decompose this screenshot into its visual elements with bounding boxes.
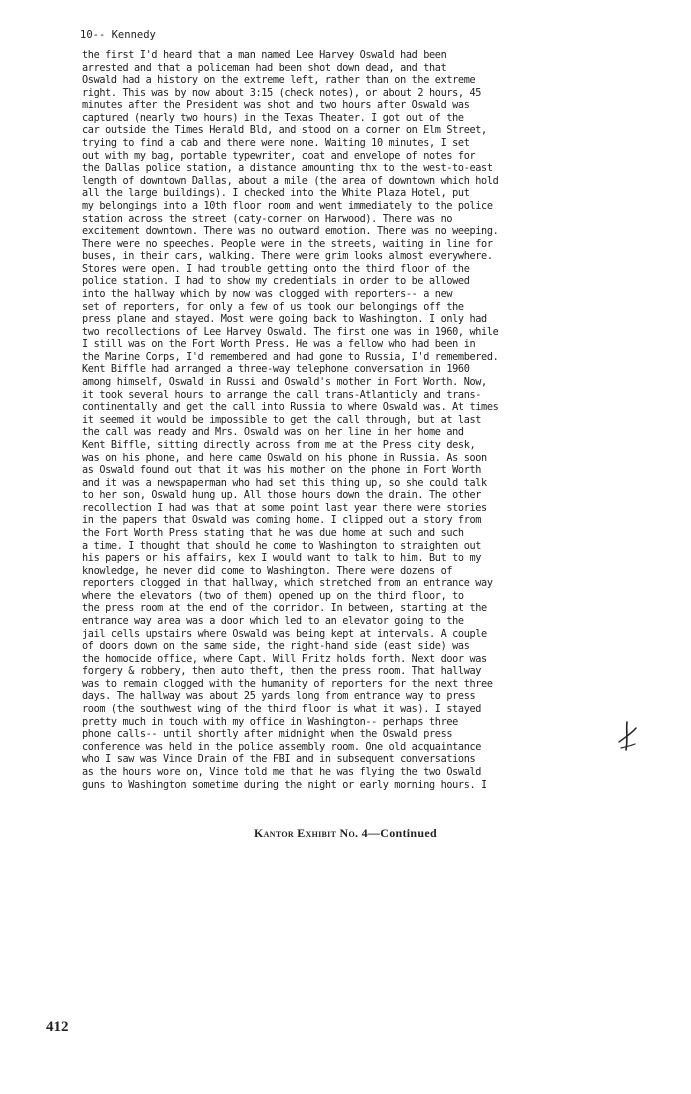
text-line: all the large buildings). I checked into the White Plaza Hotel, put <box>82 188 470 200</box>
text-line: Stores were open. I had trouble getting onto the third floor of the <box>82 263 470 275</box>
text-line: in the papers that Oswald was coming home. I clipped out a story from <box>82 515 482 527</box>
text-line: car outside the Times Herald Bld, and stood on a corner on Elm Street, <box>82 125 487 137</box>
text-line: phone calls-- until shortly after midnight when the Oswald press <box>82 729 453 741</box>
text-line: who I saw was Vince Drain of the FBI and in subsequent conversations <box>82 754 476 766</box>
text-line: was on his phone, and here came Oswald on his phone in Russia. As soon <box>82 452 487 464</box>
text-line: set of reporters, for only a few of us took our belongings off the <box>82 301 464 313</box>
text-line: Kent Biffle had arranged a three-way telephone conversation in 1960 <box>82 364 470 376</box>
text-line: knowledge, he never did come to Washington. There were dozens of <box>82 565 453 577</box>
running-head: 10-- Kennedy <box>80 29 156 41</box>
text-line: the first I'd heard that a man named Lee Harvey Oswald had been <box>82 50 447 61</box>
text-line: guns to Washington sometime during the night or early morning hours. I <box>82 779 487 791</box>
text-line: minutes after the President was shot and two hours after Oswald was <box>82 100 470 112</box>
text-line: out with my bag, portable typewriter, coat and envelope of notes for <box>82 150 476 162</box>
text-line: police station. I had to show my credentials in order to be allowed <box>82 276 470 288</box>
text-line: to her son, Oswald hung up. All those hours down the drain. The other <box>82 490 482 502</box>
text-line: my belongings into a 10th floor room and went immediately to the police <box>82 200 493 212</box>
text-line: forgery & robbery, then auto theft, then the press room. That hallway <box>82 666 482 678</box>
exhibit-caption <box>0 826 691 841</box>
text-line: the Marine Corps, I'd remembered and had gone to Russia, I'd remembered. <box>82 351 499 363</box>
text-line: days. The hallway was about 25 yards long from entrance way to press <box>82 691 476 703</box>
text-line: right. This was by now about 3:15 (check notes), or about 2 hours, 45 <box>82 87 482 99</box>
text-line: two recollections of Lee Harvey Oswald. The first one was in 1960, while <box>82 326 499 338</box>
text-line: length of downtown Dallas, about a mile (the area of downtown which hold <box>82 175 499 187</box>
text-line: Oswald had a history on the extreme left, rather than on the extreme <box>82 75 476 87</box>
text-line: captured (nearly two hours) in the Texas Theater. I got out of the <box>82 112 464 124</box>
page-number: 412 <box>46 1019 69 1035</box>
text-line: the Dallas police station, a distance amounting thx to the west-to-east <box>82 163 493 175</box>
text-line: press plane and stayed. Most were going back to Washington. I only had <box>82 314 487 326</box>
text-line: entrance way area was a door which led to an elevator going to the <box>82 616 464 628</box>
text-line: station across the street (caty-corner on Harwood). There was no <box>82 213 453 225</box>
continued-label: —Continued <box>367 826 437 840</box>
text-line: among himself, Oswald in Russi and Oswald's mother in Fort Worth. Now, <box>82 377 487 389</box>
text-line: as the hours wore on, Vince told me that he was flying the two Oswald <box>82 766 482 778</box>
text-line: There were no speeches. People were in the streets, waiting in line for <box>82 238 493 250</box>
text-line: into the hallway which by now was clogged with reporters-- a new <box>82 288 453 300</box>
text-line: the press room at the end of the corridor. In between, starting at the <box>82 603 487 615</box>
text-line: as Oswald found out that it was his mother on the phone in Fort Worth <box>82 465 482 477</box>
text-line: it seemed it would be impossible to get the call through, but at last <box>82 414 482 426</box>
text-line: pretty much in touch with my office in Washington-- perhaps three <box>82 716 458 728</box>
text-line: the call was ready and Mrs. Oswald was on her line in her home and <box>82 427 464 439</box>
typed-body-text <box>82 50 682 792</box>
text-line: jail cells upstairs where Oswald was being kept at intervals. A couple <box>82 628 487 640</box>
text-line: his papers or his affairs, kex I would want to talk to him. But to my <box>82 553 482 565</box>
text-line: excitement downtown. There was no outward emotion. There was no weeping. <box>82 226 499 238</box>
text-line: buses, in their cars, walking. There were grim looks almost everywhere. <box>82 251 493 263</box>
text-line: trying to find a cab and there were none. Waiting 10 minutes, I set <box>82 138 470 150</box>
text-line: and it was a newspaperman who had set this thing up, so she could talk <box>82 477 487 489</box>
text-line: continentally and get the call into Russia to where Oswald was. At times <box>82 402 499 414</box>
text-line: of doors down on the same side, the right-hand side (east side) was <box>82 641 470 653</box>
text-line: Kent Biffle, sitting directly across from me at the Press city desk, <box>82 439 476 451</box>
text-line: reporters clogged in that hallway, which stretched from an entrance way <box>82 578 493 590</box>
text-line: I still was on the Fort Worth Press. He was a fellow who had been in <box>82 339 476 351</box>
text-line: the Fort Worth Press stating that he was due home at such and such <box>82 527 464 539</box>
text-line: the homocide office, where Capt. Will Fritz holds forth. Next door was <box>82 653 487 665</box>
text-line: was to remain clogged with the humanity of reporters for the next three <box>82 678 493 690</box>
text-line: where the elevators (two of them) opened up on the third floor, to <box>82 590 464 602</box>
text-line: room (the southwest wing of the third floor is what it was). I stayed <box>82 704 482 716</box>
text-line: it took several hours to arrange the call trans-Atlanticly and trans- <box>82 389 482 401</box>
text-line: arrested and that a policeman had been shot down dead, and that <box>82 62 447 74</box>
text-line: conference was held in the police assembly room. One old acquaintance <box>82 741 482 753</box>
exhibit-label: Kantor Exhibit No. 4 <box>254 826 368 840</box>
text-line: a time. I thought that should he come to Washington to straighten out <box>82 540 482 552</box>
text-line: recollection I had was that at some point last year there were stories <box>82 502 487 514</box>
handwritten-margin-mark <box>615 720 639 756</box>
